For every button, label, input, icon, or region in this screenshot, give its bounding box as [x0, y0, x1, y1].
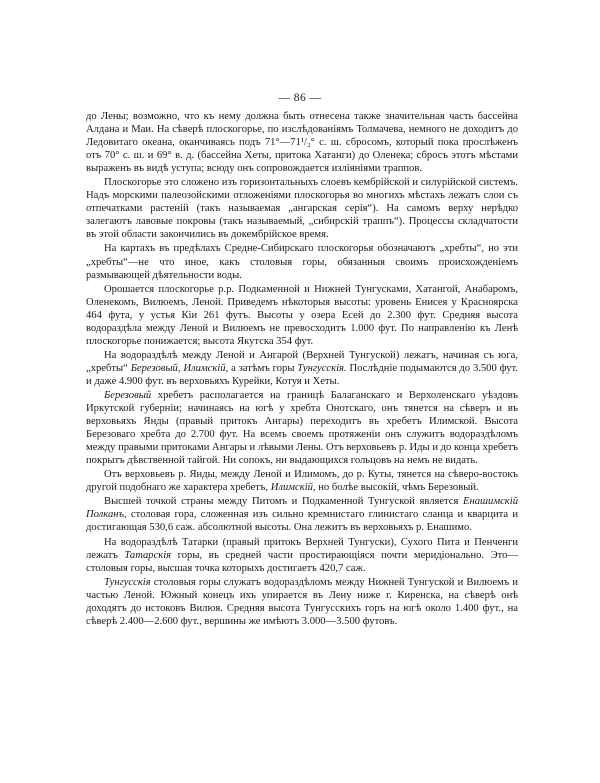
paragraph-text: Послѣдніе подымаются до 3.500 фут. и даже 4.900 фут. въ верховьяхъ Курейки, Котуя и Хеты.: [86, 362, 518, 387]
paragraph-text: а затѣмъ горы: [228, 362, 298, 374]
range-name-italic: Татарскія: [124, 549, 172, 561]
paragraph-text: столовыя горы служатъ водораздѣломъ между Нижней Тунгуской и Вилюемъ и частью Леной. Южный конецъ ихъ упирается въ Лену ниже г. Киренска, на сѣверѣ онѣ доходятъ до истоковъ Вилюя. Средняя высота Тунгусскихъ горъ на югѣ около 1.400 фут., на сѣверѣ 2.400—2.600 фут., вершины же имѣютъ 3.000—3.500 футовъ.: [86, 576, 518, 627]
paragraph-text: На водораздѣлѣ Татарки (правый притокъ Верхней Тунгуски), Сухого Пита и Пенченги лежатъ: [86, 536, 518, 561]
page-number: — 86 —: [278, 92, 322, 104]
paragraph: [86, 495, 518, 534]
paragraph: [86, 349, 518, 388]
paragraph: [86, 468, 518, 494]
paragraph-text: но болѣе высокій, чѣмъ Березовый.: [315, 482, 479, 494]
range-name-italic: Илимскій,: [270, 482, 316, 494]
paragraph-text: На водораздѣлѣ между Леной и Ангарой (Верхней Тунгуской) лежатъ, начиная съ юга, „хребты“: [86, 349, 518, 374]
range-name-italic: Березовый: [104, 389, 152, 401]
body-text: [86, 110, 518, 628]
paragraph-text: хребетъ располагается на границѣ Балаганскаго и Верхоленскаго уѣздовъ Иркутской губерніи; начинаясь на югѣ у хребта Онотскаго, онъ тянется на сѣверъ и въ верховьяхъ Янды (правый притокъ Ангары) переходитъ въ хребетъ Илимской. Высота Березоваго хребта до 2.700 фут. На всемъ своемъ протяженіи онъ служитъ водораздѣломъ между правыми притоками Ангары и лѣвыми Лены. Отъ верховьевъ р. Иды и до конца хребетъ покрытъ дѣвственной тайгой. Ни сопокъ, ни выдающихся гольцовъ на немъ не видать.: [86, 389, 518, 467]
paragraph-text: столовая гора, сложенная изъ сильно кремнистаго глинистаго сланца и кварцита и достигающая 530,6 саж. абсолютной высоты. Она лежитъ въ верховьяхъ р. Енашимо.: [86, 509, 518, 534]
range-name-italic: Тунгусскія: [104, 576, 151, 588]
paragraph-text: горы, въ средней части простирающіяся почти меридіонально. Это—столовыя горы, высшая точка которыхъ достигаетъ 420,7 саж.: [86, 549, 518, 574]
paragraph: до Лены; возможно, что къ нему должна быть отнесена также значительная часть бассейна Алдана и Маи. На сѣверѣ плоскогорье, по изслѣдованіямъ Толмачева, немного не доходитъ до Ледовитаго океана, оканчиваясь подъ 71°—71¹/₂° с. ш. сбросомъ, который пока прослѣженъ отъ 70° с. ш. и 69° в. д. (бассейна Хеты, притока Хатанги) до Оленека; сбросъ этотъ мѣстами выраженъ въ видѣ уступа; всюду онъ сопровождается изліяніями траппов.: [86, 111, 518, 175]
paragraph-text: Высшей точкой страны между Питомъ и Подкаменной Тунгуской является: [104, 496, 464, 508]
paragraph-text: Отъ верховьевъ р. Янды, между Леной и Илимомъ, до р. Куты, тянется на сѣверо-востокъ другой подобнаго же характера хребетъ,: [86, 469, 518, 494]
paragraph: Орошается плоскогорье р.р. Подкаменной и Нижней Тунгусками, Хатангой, Анабаромъ, Оленекомъ, Вилюемъ, Леной. Приведемъ нѣкоторыя высоты: уровень Енисея у Красноярска 464 фута, у устья Кіи 261 футъ. Высоты у озера Есей до 2.300 фут. Средняя высота водораздѣла между Леной и Вилюемъ не превосходитъ 1.000 фут. По направленію къ Ленѣ плоскогорье понижается; высота Якутска 354 фут.: [86, 283, 518, 347]
paragraph: [86, 536, 518, 575]
paragraph: [86, 389, 518, 467]
range-name-italic: Березовый, Илимскій,: [130, 362, 229, 374]
paragraph: [86, 576, 518, 628]
range-name-italic: Тунгусскія.: [297, 362, 347, 374]
range-name-italic: Енашимскій Полканъ,: [86, 496, 518, 521]
paragraph: На картахъ въ предѣлахъ Средне-Сибирскаго плоскогорья обозначаютъ „хребты“, но эти „хребты“—не что иное, какъ столовыя горы, обязанныя своимъ происхожденіемъ размывающей дѣятельности воды.: [86, 243, 518, 281]
paragraph: Плоскогорье это сложено изъ горизонтальныхъ слоевъ кембрійской и силурійской системъ. Надъ морскими палеозойскими отложеніями плоскогорья во многихъ мѣстахъ лежатъ слои съ отпечатками растеній (такъ называемая „ангарская серія“). На самомъ верху нерѣдко залегаютъ лавовые покровы (такъ называемый, „сибирскій траппъ“). Процессы складчатости въ этой области закончились въ докембрійское время.: [86, 177, 518, 241]
